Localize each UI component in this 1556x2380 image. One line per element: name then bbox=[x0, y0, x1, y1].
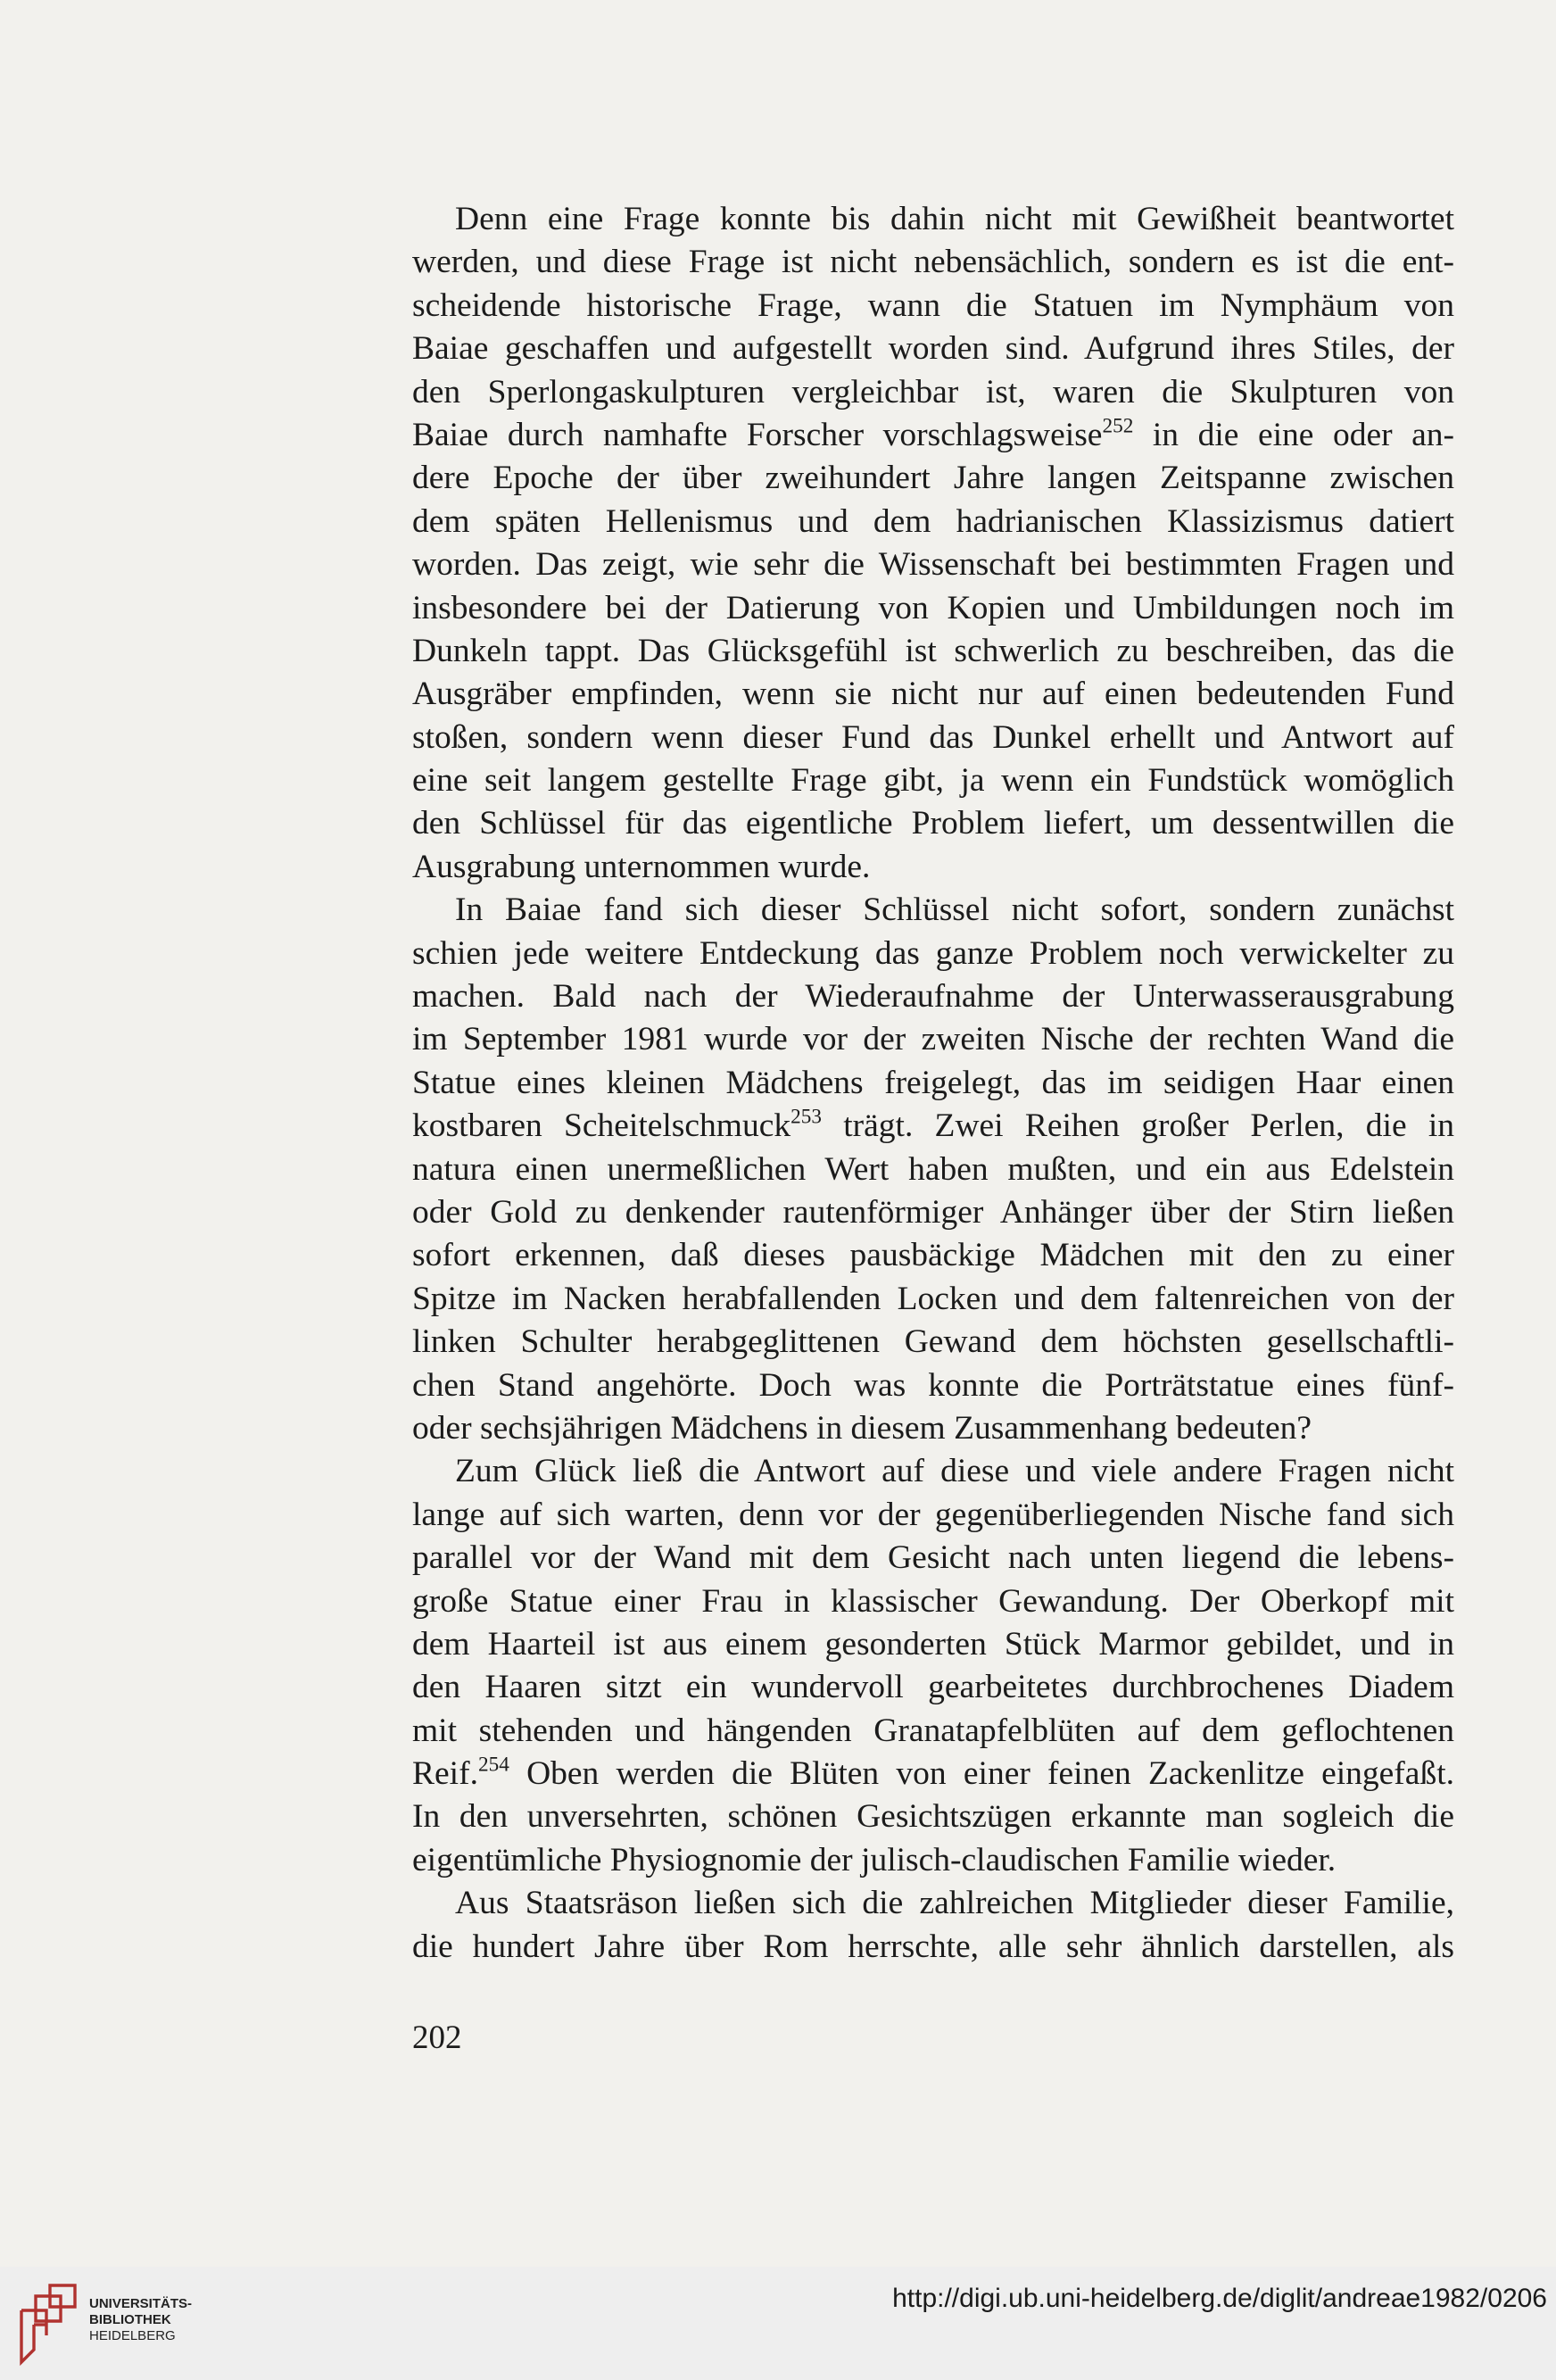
library-name-line2: BIBLIOTHEK bbox=[89, 2312, 171, 2327]
text-line-content: Reif. bbox=[412, 1755, 478, 1793]
text-line-content: linken Schulter herabgeglittenen Gewand dem höchsten gesellschaftli- bbox=[412, 1323, 1454, 1361]
text-line bbox=[412, 759, 1454, 802]
text-line-content: parallel vor der Wand mit dem Gesicht nach unten liegend die lebens- bbox=[412, 1539, 1454, 1577]
text-line-content: Statue eines kleinen Mädchens freigelegt, das im seidigen Haar einen bbox=[412, 1064, 1454, 1101]
text-line bbox=[412, 1623, 1454, 1666]
text-line-content: die hundert Jahre über Rom herrschte, alle sehr ähnlich darstellen, als bbox=[412, 1928, 1454, 1965]
text-line-content: dem Haarteil ist aus einem gesonderten Stück Marmor gebildet, und in bbox=[412, 1625, 1454, 1663]
text-line-content: In den unversehrten, schönen Gesichtszügen erkannte man sogleich die bbox=[412, 1798, 1454, 1836]
text-line bbox=[412, 1407, 1454, 1450]
text-line-content: worden. Das zeigt, wie sehr die Wissenschaft bei bestimmten Fragen und bbox=[412, 546, 1454, 584]
text-line bbox=[412, 587, 1454, 630]
text-line bbox=[412, 1149, 1454, 1191]
text-line-content: eine seit langem gestellte Frage gibt, ja wenn ein Fundstück womöglich bbox=[412, 762, 1454, 800]
text-line bbox=[412, 630, 1454, 673]
text-line bbox=[412, 241, 1454, 284]
text-line-content: machen. Bald nach der Wiederaufnahme der Unterwasserausgrabung bbox=[412, 978, 1454, 1016]
text-line bbox=[412, 457, 1454, 500]
text-line bbox=[412, 1018, 1454, 1061]
text-line bbox=[412, 1278, 1454, 1321]
text-line bbox=[412, 328, 1454, 370]
text-line bbox=[412, 501, 1454, 543]
text-line bbox=[412, 1882, 1454, 1925]
text-line bbox=[412, 846, 1454, 889]
text-line-content: im September 1981 wurde vor der zweiten Nische der rechten Wand die bbox=[412, 1021, 1454, 1058]
text-line-content: mit stehenden und hängenden Granatapfelblüten auf dem geflochtenen bbox=[412, 1712, 1454, 1749]
body-text bbox=[412, 198, 1454, 1969]
text-line-content: kostbaren Scheitelschmuck bbox=[412, 1107, 791, 1145]
library-name bbox=[89, 2296, 192, 2344]
library-name-line3: HEIDELBERG bbox=[89, 2328, 176, 2343]
text-line-content: dere Epoche der über zweihundert Jahre langen Zeitspanne zwischen bbox=[412, 460, 1454, 497]
text-line-content: dem späten Hellenismus und dem hadrianischen Klassizismus datiert bbox=[412, 502, 1454, 540]
text-line bbox=[412, 198, 1454, 241]
text-line-content: Spitze im Nacken herabfallenden Locken und dem faltenreichen von der bbox=[412, 1280, 1454, 1317]
text-line-content: Zum Glück ließ die Antwort auf diese und viele andere Fragen nicht bbox=[455, 1453, 1454, 1490]
text-line bbox=[412, 673, 1454, 716]
text-line-content: lange auf sich warten, denn vor der gegenüberliegenden Nische fand sich bbox=[412, 1496, 1454, 1533]
text-line bbox=[412, 802, 1454, 845]
text-line-content: Baiae geschaffen und aufgestellt worden sind. Aufgrund ihres Stiles, der bbox=[412, 330, 1454, 368]
library-name-line1: UNIVERSITÄTS- bbox=[89, 2296, 193, 2311]
text-line bbox=[412, 1105, 1454, 1148]
text-line bbox=[412, 543, 1454, 586]
text-line bbox=[412, 1450, 1454, 1493]
ub-heidelberg-logo-icon bbox=[16, 2280, 80, 2369]
text-line bbox=[412, 1666, 1454, 1709]
text-line-content: eigentümliche Physiognomie der julisch-claudischen Familie wieder. bbox=[412, 1841, 1337, 1878]
text-line-content: den Sperlongaskulpturen vergleichbar ist, waren die Skulpturen von bbox=[412, 373, 1454, 410]
text-line-content: sofort erkennen, daß dieses pausbäckige Mädchen mit den zu einer bbox=[412, 1237, 1454, 1274]
text-line-content: insbesondere bei der Datierung von Kopien und Umbildungen noch im bbox=[412, 589, 1454, 626]
page-number: 202 bbox=[412, 2019, 462, 2056]
text-line bbox=[412, 1494, 1454, 1537]
text-line bbox=[412, 1753, 1454, 1795]
text-line-continuation: trägt. Zwei Reihen großer Perlen, die in bbox=[822, 1107, 1454, 1145]
text-line bbox=[412, 1234, 1454, 1277]
footnote-reference: 252 bbox=[1102, 414, 1134, 438]
text-line-content: Ausgrabung unternommen wurde. bbox=[412, 848, 871, 885]
text-line-content: chen Stand angehörte. Doch was konnte die Porträtstatue eines fünf- bbox=[412, 1366, 1454, 1404]
text-line bbox=[412, 1364, 1454, 1407]
footnote-reference: 253 bbox=[790, 1105, 822, 1129]
text-line-content: Dunkeln tappt. Das Glücksgefühl ist schwerlich zu beschreiben, das die bbox=[412, 632, 1454, 669]
text-line bbox=[412, 1839, 1454, 1882]
text-line-content: scheidende historische Frage, wann die Statuen im Nymphäum von bbox=[412, 286, 1454, 324]
text-line-content: den Haaren sitzt ein wundervoll gearbeitetes durchbrochenes Diadem bbox=[412, 1669, 1454, 1706]
text-line-content: natura einen unermeßlichen Wert haben mußten, und ein aus Edelstein bbox=[412, 1150, 1454, 1188]
text-line-content: Denn eine Frage konnte bis dahin nicht mit Gewißheit beantwortet bbox=[455, 201, 1454, 237]
text-line bbox=[412, 717, 1454, 759]
text-line-content: werden, und diese Frage ist nicht nebensächlich, sondern es ist die ent- bbox=[412, 244, 1454, 281]
text-line bbox=[412, 285, 1454, 328]
text-line-continuation: in die eine oder an- bbox=[1133, 416, 1455, 453]
text-line-content: schien jede weitere Entdeckung das ganze Problem noch verwickelter zu bbox=[412, 934, 1454, 972]
text-line bbox=[412, 414, 1454, 457]
source-url[interactable]: http://digi.ub.uni-heidelberg.de/diglit/andreae1982/0206 bbox=[892, 2284, 1547, 2313]
text-line-content: In Baiae fand sich dieser Schlüssel nicht sofort, sondern zunächst bbox=[455, 891, 1454, 929]
text-line bbox=[412, 933, 1454, 975]
text-line-content: oder sechsjährigen Mädchens in diesem Zusammenhang bedeuten? bbox=[412, 1409, 1312, 1447]
text-line bbox=[412, 1795, 1454, 1838]
text-line-content: Ausgräber empfinden, wenn sie nicht nur auf einen bedeutenden Fund bbox=[412, 676, 1454, 713]
text-line bbox=[412, 371, 1454, 414]
text-line-content: oder Gold zu denkender rautenförmiger Anhänger über der Stirn ließen bbox=[412, 1193, 1454, 1231]
text-line bbox=[412, 1191, 1454, 1234]
text-line bbox=[412, 1062, 1454, 1105]
text-line-content: stoßen, sondern wenn dieser Fund das Dunkel erhellt und Antwort auf bbox=[412, 718, 1454, 756]
text-line bbox=[412, 1926, 1454, 1969]
text-line-continuation: Oben werden die Blüten von einer feinen Zackenlitze eingefaßt. bbox=[509, 1755, 1454, 1793]
text-line bbox=[412, 1580, 1454, 1623]
text-line bbox=[412, 1321, 1454, 1364]
text-line bbox=[412, 975, 1454, 1018]
text-line bbox=[412, 1710, 1454, 1753]
footnote-reference: 254 bbox=[477, 1753, 509, 1777]
text-line-content: große Statue einer Frau in klassischer Gewandung. Der Oberkopf mit bbox=[412, 1582, 1454, 1620]
text-line-content: den Schlüssel für das eigentliche Problem liefert, um dessentwillen die bbox=[412, 805, 1454, 842]
text-line-content: Aus Staatsräson ließen sich die zahlreichen Mitglieder dieser Familie, bbox=[455, 1885, 1454, 1922]
text-line-content: Baiae durch namhafte Forscher vorschlagsweise bbox=[412, 416, 1103, 453]
text-line bbox=[412, 889, 1454, 932]
text-line bbox=[412, 1537, 1454, 1580]
